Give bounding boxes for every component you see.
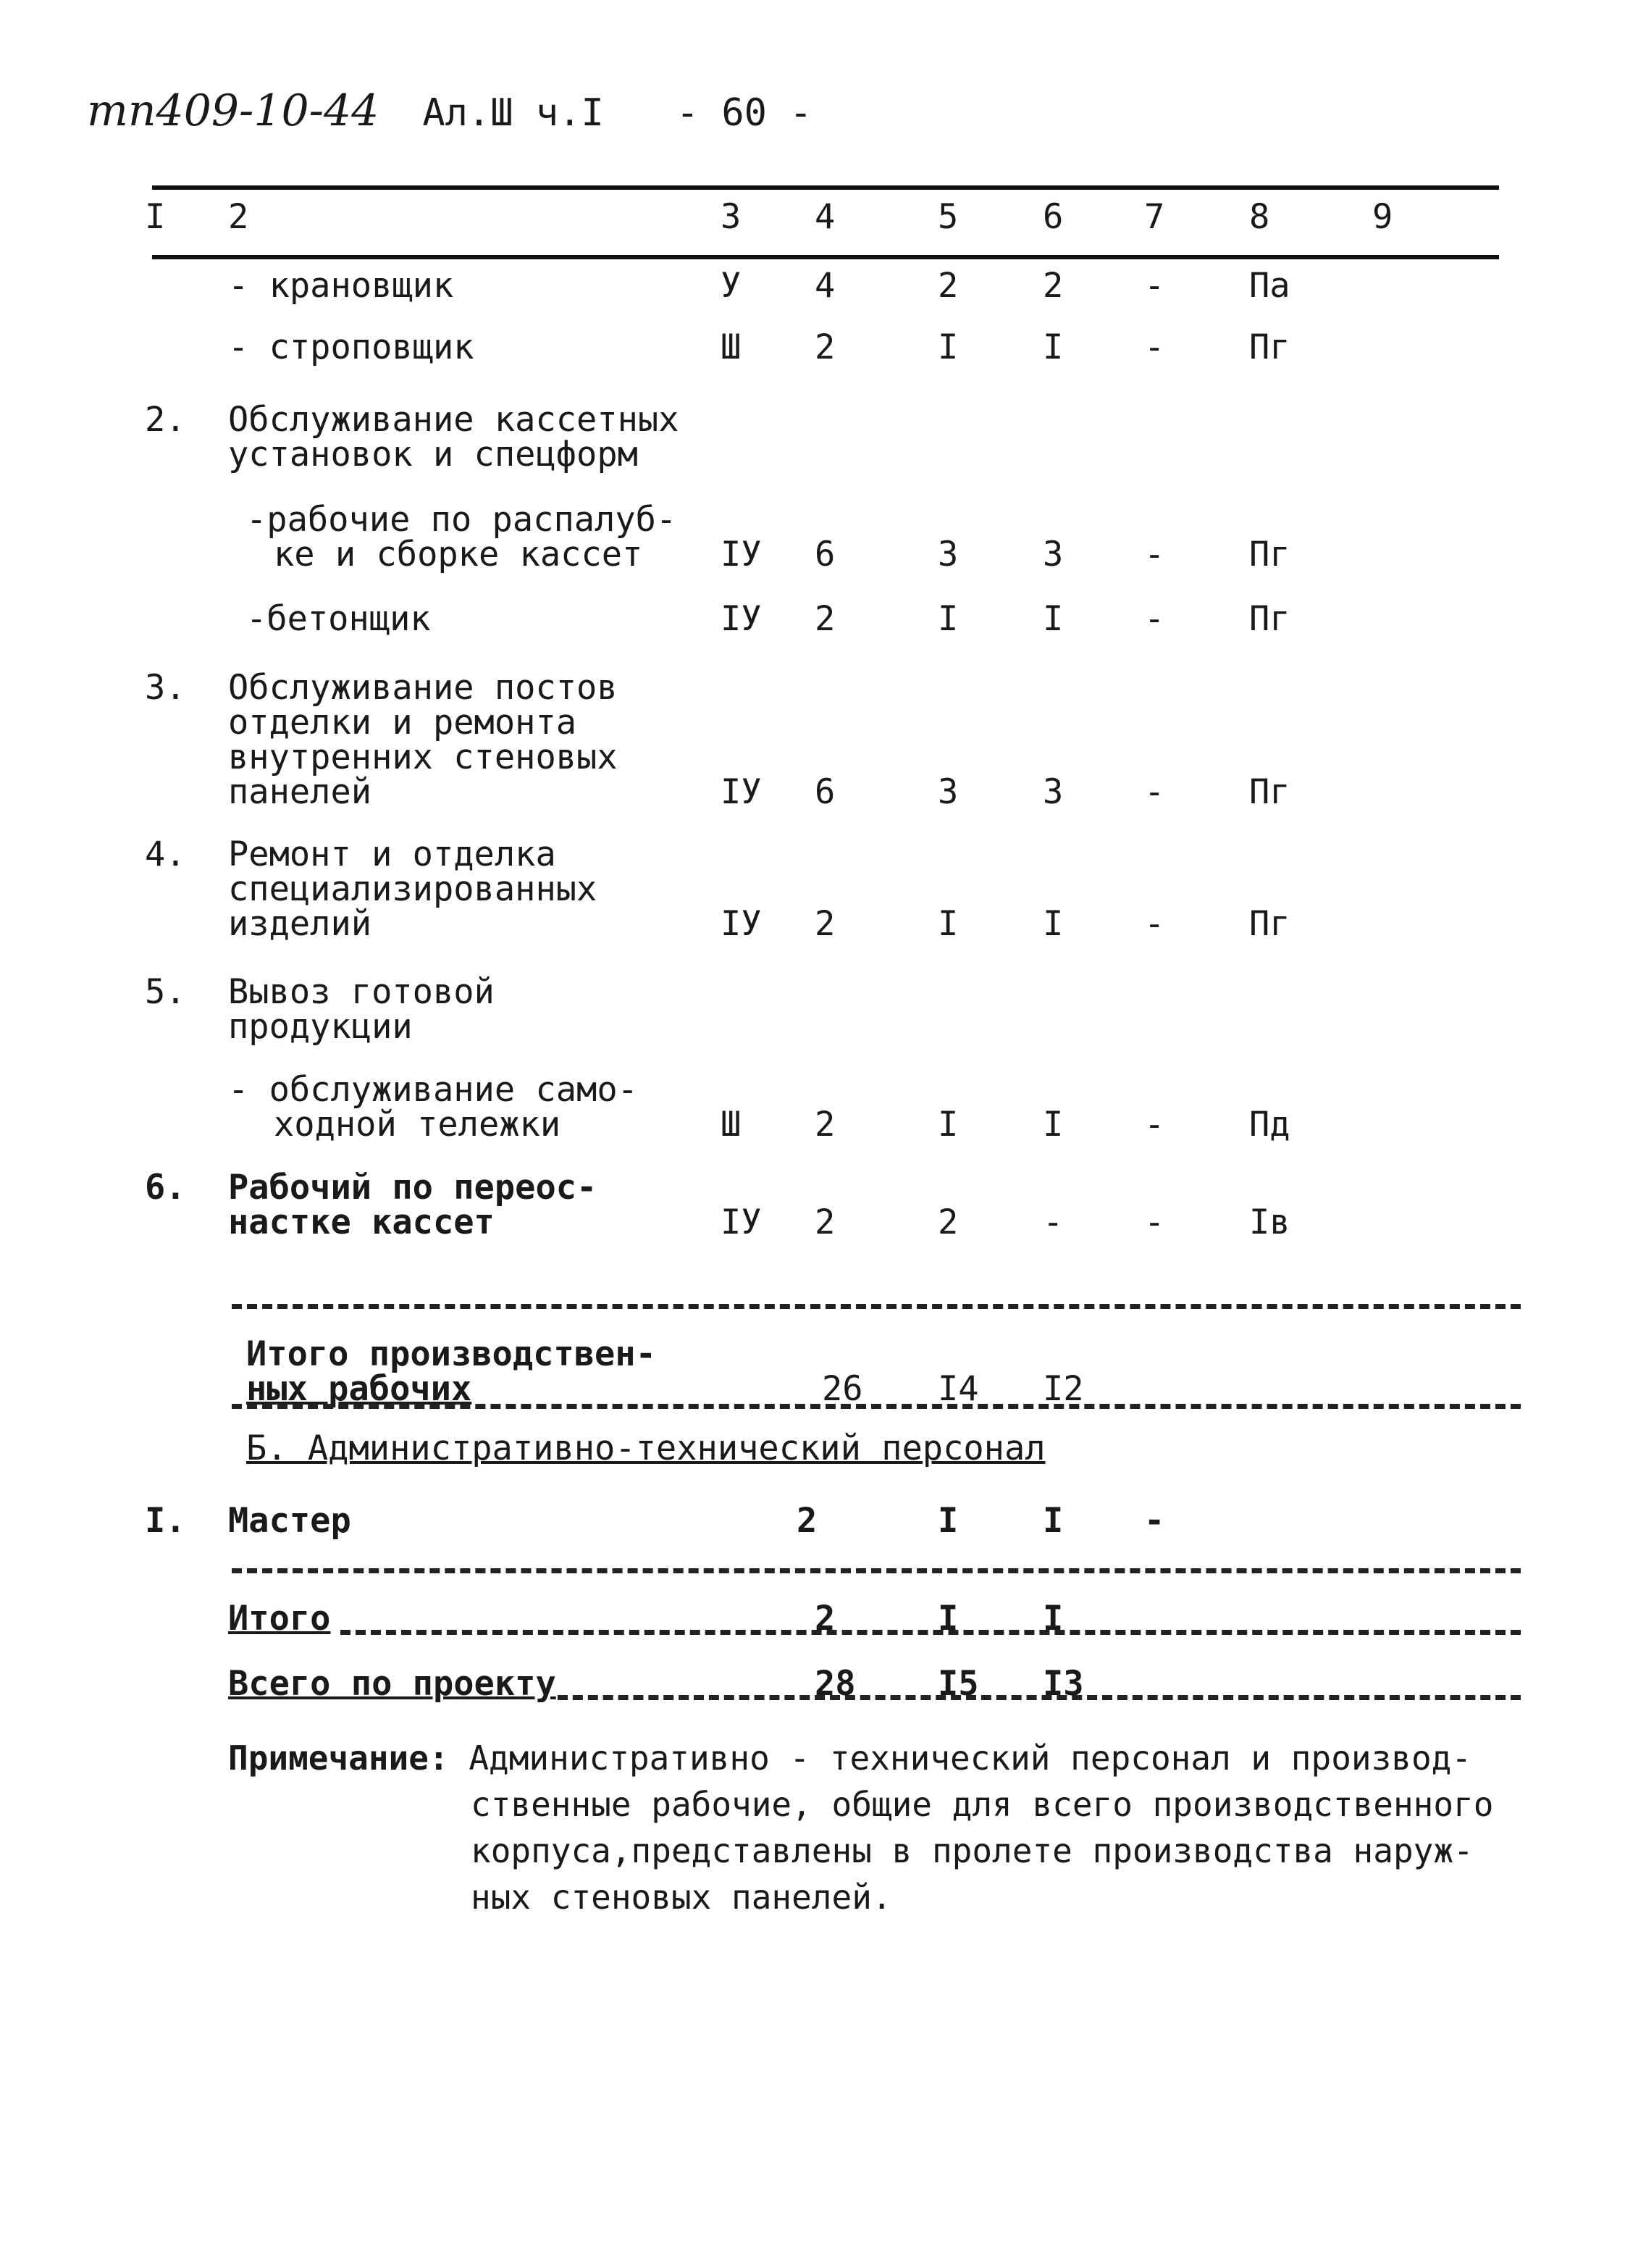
row-name: установок и спецформ	[228, 435, 638, 474]
column-header: 4	[815, 197, 836, 237]
header-bottom-rule	[152, 255, 1499, 259]
cell-shift-1: 3	[938, 535, 959, 574]
grand-total-total: 28	[815, 1664, 856, 1704]
row-name: Обслуживание кассетных	[228, 400, 679, 440]
cell-category: IУ	[721, 772, 762, 812]
cell-shift-1: I	[938, 599, 959, 639]
cell-shift-1: I	[938, 904, 959, 944]
row-name: - крановщик	[228, 266, 454, 306]
section-b-title: Б. Административно-технический персонал	[246, 1428, 1046, 1468]
cell-group: Пг	[1249, 327, 1290, 367]
cell-shift-1: 2	[938, 266, 959, 306]
note	[228, 1735, 1524, 1920]
cell-group: Iв	[1249, 1202, 1290, 1242]
dashed-separator	[558, 1695, 1521, 1700]
total-label: Итого	[228, 1599, 331, 1639]
cell-shift-2: I	[1043, 1105, 1064, 1145]
table-top-rule	[152, 185, 1499, 190]
cell-group: Пг	[1249, 772, 1290, 812]
total-total: 2	[815, 1599, 836, 1639]
row-number: I.	[145, 1501, 186, 1541]
cell-shift-1: I	[938, 1105, 959, 1145]
cell-shift-2: I	[1043, 1501, 1064, 1541]
cell-shift-1: I	[938, 327, 959, 367]
row-name: ходной тележки	[274, 1105, 561, 1145]
row-name: настке кассет	[228, 1202, 495, 1242]
cell-group: Пг	[1249, 904, 1290, 944]
cell-shift-1: I	[938, 1501, 959, 1541]
cell-shift-2: 2	[1043, 266, 1064, 306]
cell-total: 6	[815, 772, 836, 812]
row-name: специализированных	[228, 869, 597, 909]
row-name: внутренних стеновых	[228, 737, 618, 777]
cell-shift-1: 2	[938, 1202, 959, 1242]
note-line: Административно - технический персонал и производ-	[469, 1738, 1472, 1778]
cell-total: 4	[815, 266, 836, 306]
dashed-separator	[232, 1304, 1521, 1309]
cell-category: Ш	[721, 1105, 742, 1145]
column-header: 9	[1372, 197, 1393, 237]
cell-total: 2	[815, 1105, 836, 1145]
cell-shift-3: -	[1144, 535, 1165, 574]
subtotal-shift-1: I4	[938, 1369, 979, 1409]
column-header: I	[145, 197, 166, 237]
row-number: 2.	[145, 400, 186, 440]
row-name: изделий	[228, 904, 372, 944]
row-name: ке и сборке кассет	[274, 535, 643, 574]
cell-group: Па	[1249, 266, 1290, 306]
note-line: ных стеновых панелей.	[471, 1878, 892, 1917]
cell-category: IУ	[721, 599, 762, 639]
cell-shift-2: I	[1043, 599, 1064, 639]
cell-total: 2	[815, 327, 836, 367]
row-name: панелей	[228, 772, 372, 812]
note-line: ственные рабочие, общие для всего производственного	[471, 1785, 1494, 1824]
cell-total: 2	[815, 1202, 836, 1242]
sheet-reference: Ал.Ш ч.I	[422, 91, 604, 135]
cell-group: Пд	[1249, 1105, 1290, 1145]
row-name: Обслуживание постов	[228, 668, 618, 708]
dashed-separator	[340, 1630, 1521, 1635]
row-number: 3.	[145, 668, 186, 708]
cell-category: Ш	[721, 327, 742, 367]
dashed-separator	[232, 1404, 1521, 1409]
cell-total: 6	[815, 535, 836, 574]
row-name: продукции	[228, 1007, 413, 1047]
grand-total-shift-1: I5	[938, 1664, 979, 1704]
grand-total-shift-2: I3	[1043, 1664, 1084, 1704]
cell-group: Пг	[1249, 535, 1290, 574]
cell-category: У	[721, 266, 742, 306]
column-header: 2	[228, 197, 249, 237]
row-number: 6.	[145, 1168, 186, 1208]
cell-shift-2: I	[1043, 904, 1064, 944]
cell-group: Пг	[1249, 599, 1290, 639]
cell-shift-2: 3	[1043, 535, 1064, 574]
row-name: -рабочие по распалуб-	[246, 500, 677, 540]
column-header: 7	[1144, 197, 1165, 237]
cell-shift-2: I	[1043, 327, 1064, 367]
row-name: - обслуживание само-	[228, 1070, 638, 1110]
cell-shift-3: -	[1144, 772, 1165, 812]
cell-shift-3: -	[1144, 327, 1165, 367]
note-label: Примечание:	[228, 1738, 449, 1778]
cell-total: 2	[815, 904, 836, 944]
row-name: отделки и ремонта	[228, 703, 577, 742]
page-header	[87, 85, 812, 136]
cell-shift-2: 3	[1043, 772, 1064, 812]
dashed-separator	[232, 1568, 1521, 1573]
cell-shift-3: -	[1144, 1202, 1165, 1242]
row-number: 5.	[145, 972, 186, 1012]
row-name: Рабочий по переос-	[228, 1168, 597, 1208]
row-number: 4.	[145, 834, 186, 874]
row-name: Ремонт и отделка	[228, 834, 556, 874]
total-shift-2: I	[1043, 1599, 1064, 1639]
column-header: 8	[1249, 197, 1270, 237]
note-line: корпуса,представлены в пролете производства наруж-	[471, 1831, 1474, 1870]
cell-total: 2	[815, 599, 836, 639]
document-code: тп409-10-44	[87, 85, 379, 136]
cell-total: 2	[797, 1501, 818, 1541]
cell-shift-3: -	[1144, 904, 1165, 944]
cell-shift-1: 3	[938, 772, 959, 812]
row-name: -бетонщик	[246, 599, 431, 639]
cell-category: IУ	[721, 904, 762, 944]
cell-category: IУ	[721, 535, 762, 574]
subtotal-label: ных рабочих	[246, 1369, 472, 1409]
subtotal-label: Итого производствен-	[246, 1334, 656, 1374]
total-shift-1: I	[938, 1599, 959, 1639]
subtotal-total: 26	[822, 1369, 863, 1409]
cell-shift-3: -	[1144, 1105, 1165, 1145]
column-header: 5	[938, 197, 959, 237]
cell-shift-3: -	[1144, 1501, 1165, 1541]
row-name: Вывоз готовой	[228, 972, 495, 1012]
cell-shift-3: -	[1144, 599, 1165, 639]
row-name: Мастер	[228, 1501, 351, 1541]
grand-total-label: Всего по проекту	[228, 1664, 556, 1704]
cell-shift-2: -	[1043, 1202, 1064, 1242]
cell-shift-3: -	[1144, 266, 1165, 306]
column-header: 6	[1043, 197, 1064, 237]
subtotal-shift-2: I2	[1043, 1369, 1084, 1409]
column-header: 3	[721, 197, 742, 237]
page-number: - 60 -	[676, 91, 812, 135]
cell-category: IУ	[721, 1202, 762, 1242]
row-name: - строповщик	[228, 327, 474, 367]
